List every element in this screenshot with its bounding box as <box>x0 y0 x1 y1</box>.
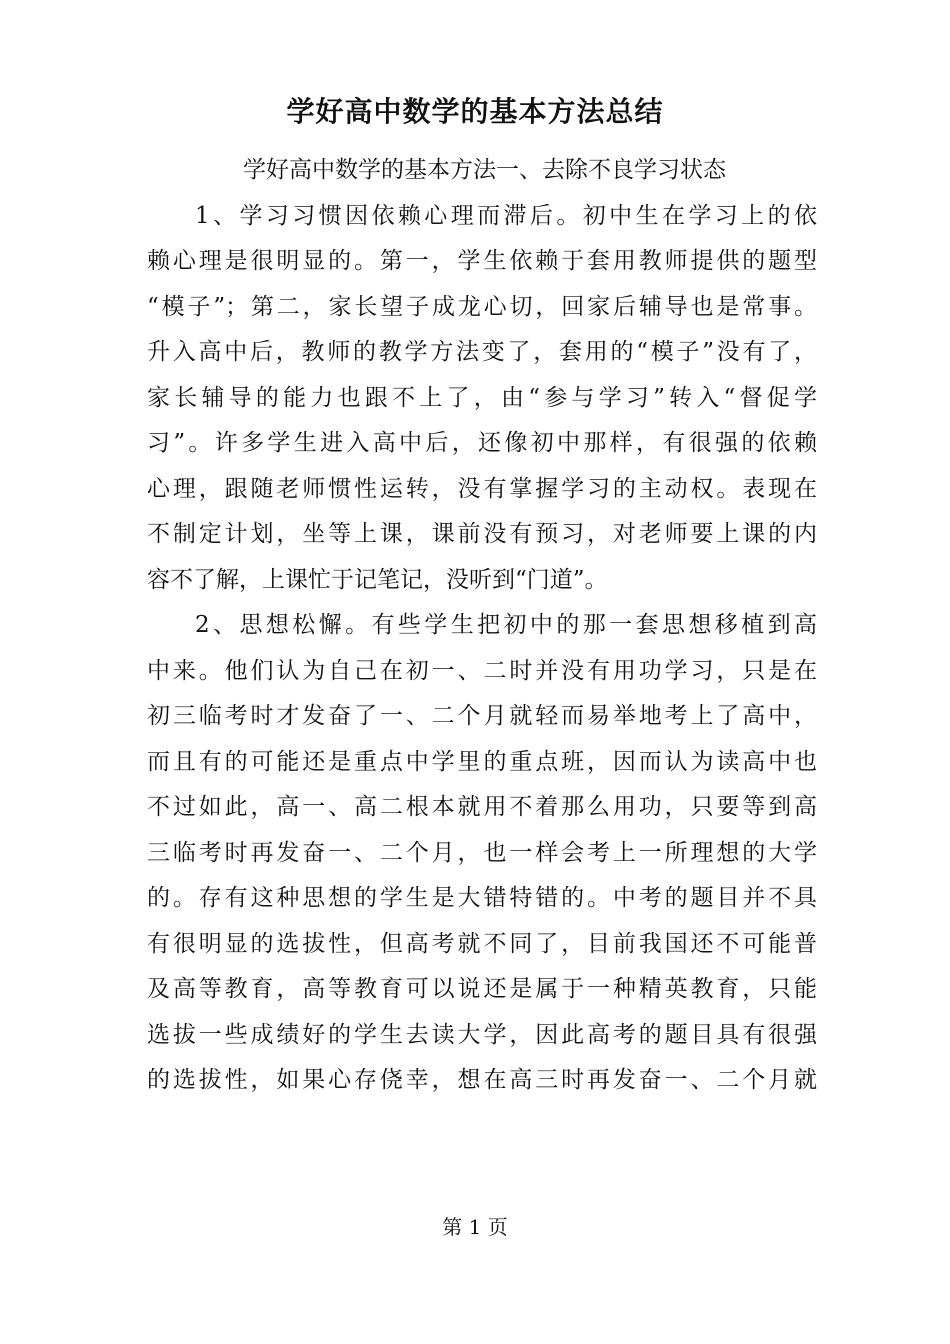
paragraph-line: 不过如此，高一、高二根本就用不着那么用功，只要等到高 <box>147 794 817 820</box>
document-body <box>147 148 817 1104</box>
paragraph-line: 选拔一些成绩好的学生去读大学，因此高考的题目具有很强 <box>147 1021 817 1048</box>
paragraph-line: 三临考时再发奋一、二个月，也一样会考上一所理想的大学 <box>147 839 817 866</box>
paragraph-line: 升入高中后，教师的教学方法变了，套用的“模子”没有了， <box>147 339 817 365</box>
document-title: 学好高中数学的基本方法总结 <box>286 95 664 128</box>
paragraph-line: 赖心理是很明显的。第一，学生依赖于套用教师提供的题型 <box>147 248 817 274</box>
paragraph-2 <box>147 603 817 1104</box>
paragraph-line: 不制定计划，坐等上课，课前没有预习，对老师要上课的内 <box>147 521 817 547</box>
paragraph-line: 有很明显的选拔性，但高考就不同了，目前我国还不可能普 <box>147 930 817 957</box>
paragraph-line: 1、学习习惯因依赖心理而滞后。初中生在学习上的依 <box>195 202 817 229</box>
paragraph-line: 而且有的可能还是重点中学里的重点班，因而认为读高中也 <box>147 748 817 775</box>
paragraph-line: 习”。许多学生进入高中后，还像初中那样，有很强的依赖 <box>147 430 817 456</box>
paragraph-line: “模子”；第二，家长望子成龙心切，回家后辅导也是常事。 <box>147 293 817 320</box>
paragraph-1 <box>147 194 817 604</box>
paragraph-line: 容不了解，上课忙于记笔记，没听到“门道”。 <box>147 566 608 593</box>
paragraph-line: 家长辅导的能力也跟不上了，由“参与学习”转入“督促学 <box>147 384 817 411</box>
paragraph-line: 及高等教育，高等教育可以说还是属于一种精英教育，只能 <box>147 976 817 1002</box>
paragraph-line: 2、思想松懈。有些学生把初中的那一套思想移植到高 <box>195 612 817 638</box>
paragraph-line: 的。存有这种思想的学生是大错特错的。中考的题目并不具 <box>147 885 817 911</box>
paragraph-line: 的选拔性，如果心存侥幸，想在高三时再发奋一、二个月就 <box>147 1067 817 1093</box>
paragraph-line: 初三临考时才发奋了一、二个月就轻而易举地考上了高中， <box>147 703 817 729</box>
section-heading: 学好高中数学的基本方法一、去除不良学习状态 <box>243 157 726 183</box>
paragraph-line: 心理，跟随老师惯性运转，没有掌握学习的主动权。表现在 <box>147 475 817 502</box>
paragraph-line: 中来。他们认为自己在初一、二时并没有用功学习，只是在 <box>147 657 817 684</box>
page-number: 第 1 页 <box>442 1215 508 1239</box>
